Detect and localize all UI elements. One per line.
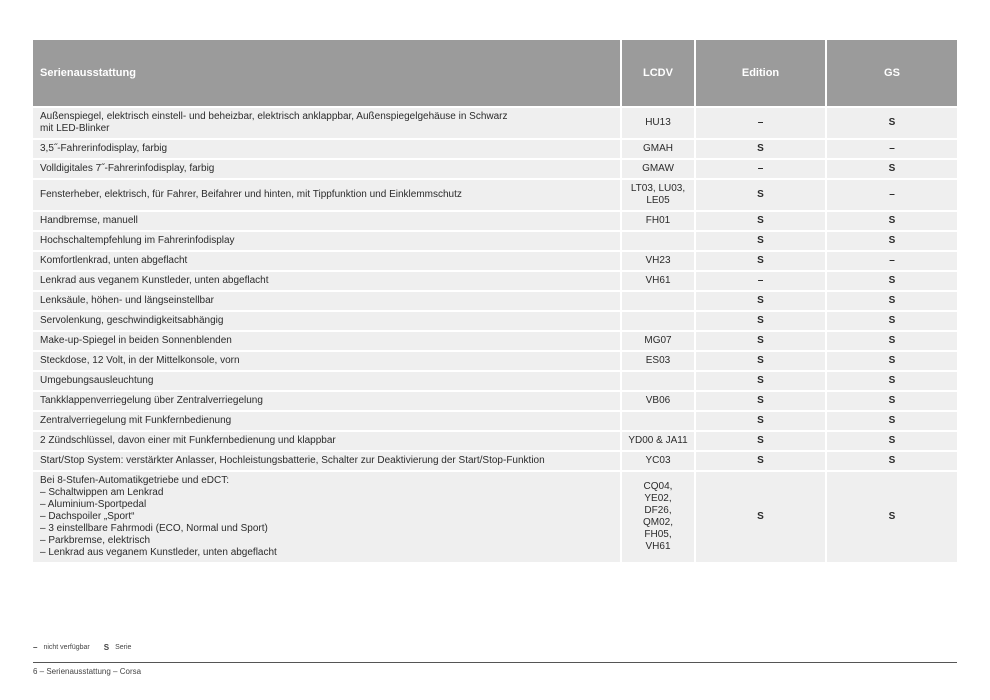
- feature-text: Außenspiegel, elektrisch einstell- und beheizbar, elektrisch anklappbar, Außenspiegelgehäuse in Schwarz: [40, 111, 508, 122]
- feature-bullet: – Lenkrad aus veganem Kunstleder, unten abgeflacht: [40, 547, 277, 558]
- lcdv-cell: [621, 331, 695, 351]
- feature-cell: [33, 331, 621, 351]
- table-row: [33, 471, 957, 562]
- lcdv-cell: [621, 431, 695, 451]
- table-row: [33, 291, 957, 311]
- gs-availability: S: [826, 391, 957, 411]
- edition-availability: S: [695, 211, 826, 231]
- feature-cell: [33, 391, 621, 411]
- edition-availability: S: [695, 411, 826, 431]
- feature-cell: [33, 179, 621, 211]
- feature-text: mit LED-Blinker: [40, 123, 110, 134]
- feature-text: Make-up-Spiegel in beiden Sonnenblenden: [40, 335, 232, 346]
- table-row: [33, 351, 957, 371]
- feature-text: Hochschaltempfehlung im Fahrerinfodisplay: [40, 235, 235, 246]
- gs-availability: S: [826, 351, 957, 371]
- lcdv-code: CQ04,: [643, 481, 673, 492]
- lcdv-code: GMAH: [643, 143, 673, 154]
- table-row: [33, 411, 957, 431]
- lcdv-cell: [621, 311, 695, 331]
- feature-text: Tankklappenverriegelung über Zentralverriegelung: [40, 395, 263, 406]
- feature-cell: [33, 159, 621, 179]
- lcdv-cell: [621, 107, 695, 139]
- gs-availability: –: [826, 139, 957, 159]
- edition-availability: S: [695, 251, 826, 271]
- lcdv-code: LE05: [646, 195, 670, 206]
- lcdv-cell: [621, 471, 695, 562]
- lcdv-code: VH23: [645, 255, 671, 266]
- lcdv-cell: [621, 251, 695, 271]
- edition-availability: S: [695, 371, 826, 391]
- lcdv-cell: [621, 231, 695, 251]
- feature-bullet: – Aluminium-Sportpedal: [40, 499, 147, 510]
- feature-cell: [33, 107, 621, 139]
- table-row: [33, 211, 957, 231]
- table-row: [33, 371, 957, 391]
- feature-cell: [33, 251, 621, 271]
- feature-bullet: – 3 einstellbare Fahrmodi (ECO, Normal und Sport): [40, 523, 268, 534]
- lcdv-cell: [621, 291, 695, 311]
- feature-text: Handbremse, manuell: [40, 215, 138, 226]
- feature-cell: [33, 451, 621, 471]
- feature-bullet: – Dachspoiler „Sport“: [40, 511, 135, 522]
- feature-text: Lenkrad aus veganem Kunstleder, unten abgeflacht: [40, 275, 269, 286]
- lcdv-code: VB06: [645, 395, 671, 406]
- lcdv-code: YD00 & JA11: [628, 435, 688, 446]
- gs-availability: S: [826, 451, 957, 471]
- lcdv-code: ES03: [645, 355, 671, 366]
- table-row: [33, 431, 957, 451]
- feature-text: Start/Stop System: verstärkter Anlasser, Hochleistungsbatterie, Schalter zur Deaktivierung der Start/Stop-Funktion: [40, 455, 545, 466]
- header-feature: Serienausstattung: [33, 40, 621, 107]
- gs-availability: S: [826, 431, 957, 451]
- lcdv-cell: [621, 139, 695, 159]
- header-gs: GS: [826, 40, 957, 107]
- table-row: [33, 179, 957, 211]
- lcdv-code: FH05,: [644, 529, 672, 540]
- feature-cell: [33, 411, 621, 431]
- lcdv-code: VH61: [645, 275, 671, 286]
- feature-cell: [33, 431, 621, 451]
- lcdv-cell: [621, 179, 695, 211]
- lcdv-cell: [621, 391, 695, 411]
- gs-availability: –: [826, 179, 957, 211]
- gs-availability: S: [826, 331, 957, 351]
- feature-bullet: – Schaltwippen am Lenkrad: [40, 487, 164, 498]
- table-row: [33, 271, 957, 291]
- lcdv-code: MG07: [644, 335, 672, 346]
- gs-availability: S: [826, 211, 957, 231]
- lcdv-code: YE02,: [644, 493, 672, 504]
- feature-text: Volldigitales 7˝-Fahrerinfodisplay, farbig: [40, 163, 215, 174]
- lcdv-code: HU13: [645, 117, 671, 128]
- table-row: [33, 231, 957, 251]
- lcdv-code: VH61: [645, 541, 671, 552]
- footer-divider: [33, 662, 957, 663]
- lcdv-code: YC03: [645, 455, 671, 466]
- edition-availability: S: [695, 471, 826, 562]
- table-row: [33, 159, 957, 179]
- gs-availability: S: [826, 231, 957, 251]
- legend: [33, 643, 145, 652]
- gs-availability: S: [826, 159, 957, 179]
- table-row: [33, 311, 957, 331]
- table-header: [33, 40, 957, 107]
- edition-availability: S: [695, 291, 826, 311]
- lcdv-cell: [621, 211, 695, 231]
- lcdv-code: GMAW: [642, 163, 674, 174]
- gs-availability: –: [826, 251, 957, 271]
- feature-cell: [33, 271, 621, 291]
- lcdv-cell: [621, 271, 695, 291]
- edition-availability: S: [695, 311, 826, 331]
- gs-availability: S: [826, 411, 957, 431]
- edition-availability: –: [695, 107, 826, 139]
- edition-availability: –: [695, 271, 826, 291]
- table-row: [33, 391, 957, 411]
- lcdv-cell: [621, 451, 695, 471]
- legend-s-text: Serie: [115, 644, 132, 651]
- feature-text: Komfortlenkrad, unten abgeflacht: [40, 255, 188, 266]
- table-row: [33, 251, 957, 271]
- table-row: [33, 451, 957, 471]
- feature-cell: [33, 471, 621, 562]
- gs-availability: S: [826, 471, 957, 562]
- feature-text: Fensterheber, elektrisch, für Fahrer, Beifahrer und hinten, mit Tippfunktion und Einklemmschutz: [40, 189, 462, 200]
- feature-cell: [33, 351, 621, 371]
- table-row: [33, 107, 957, 139]
- lcdv-cell: [621, 159, 695, 179]
- header-edition: Edition: [695, 40, 826, 107]
- feature-cell: [33, 371, 621, 391]
- feature-text: 2 Zündschlüssel, davon einer mit Funkfernbedienung und klappbar: [40, 435, 336, 446]
- lcdv-cell: [621, 351, 695, 371]
- lcdv-code: FH01: [645, 215, 671, 226]
- edition-availability: S: [695, 179, 826, 211]
- equipment-table: [33, 40, 957, 562]
- legend-dash-text: nicht verfügbar: [43, 644, 90, 651]
- edition-availability: S: [695, 451, 826, 471]
- equipment-table-container: [33, 40, 957, 562]
- gs-availability: S: [826, 107, 957, 139]
- feature-text: Bei 8-Stufen-Automatikgetriebe und eDCT:: [40, 475, 229, 486]
- gs-availability: S: [826, 271, 957, 291]
- feature-cell: [33, 291, 621, 311]
- page-footer: 6 – Serienausstattung – Corsa: [33, 667, 142, 676]
- gs-availability: S: [826, 371, 957, 391]
- edition-availability: S: [695, 139, 826, 159]
- table-body: [33, 107, 957, 562]
- lcdv-cell: [621, 371, 695, 391]
- lcdv-code: LT03, LU03,: [630, 183, 686, 194]
- feature-text: Umgebungsausleuchtung: [40, 375, 154, 386]
- gs-availability: S: [826, 291, 957, 311]
- table-row: [33, 139, 957, 159]
- edition-availability: S: [695, 231, 826, 251]
- feature-text: Servolenkung, geschwindigkeitsabhängig: [40, 315, 224, 326]
- lcdv-cell: [621, 411, 695, 431]
- edition-availability: S: [695, 331, 826, 351]
- header-lcdv: LCDV: [621, 40, 695, 107]
- lcdv-code: DF26,: [644, 505, 672, 516]
- feature-cell: [33, 139, 621, 159]
- feature-text: Zentralverriegelung mit Funkfernbedienung: [40, 415, 232, 426]
- edition-availability: S: [695, 431, 826, 451]
- feature-cell: [33, 311, 621, 331]
- edition-availability: S: [695, 351, 826, 371]
- feature-bullet: – Parkbremse, elektrisch: [40, 535, 151, 546]
- feature-text: Lenksäule, höhen- und längseinstellbar: [40, 295, 215, 306]
- edition-availability: –: [695, 159, 826, 179]
- feature-text: 3,5˝-Fahrerinfodisplay, farbig: [40, 143, 168, 154]
- feature-cell: [33, 211, 621, 231]
- gs-availability: S: [826, 311, 957, 331]
- edition-availability: S: [695, 391, 826, 411]
- feature-cell: [33, 231, 621, 251]
- legend-dash-symbol: –: [33, 643, 38, 652]
- lcdv-code: QM02,: [642, 517, 673, 528]
- feature-text: Steckdose, 12 Volt, in der Mittelkonsole, vorn: [40, 355, 240, 366]
- table-row: [33, 331, 957, 351]
- legend-s-symbol: S: [103, 643, 110, 652]
